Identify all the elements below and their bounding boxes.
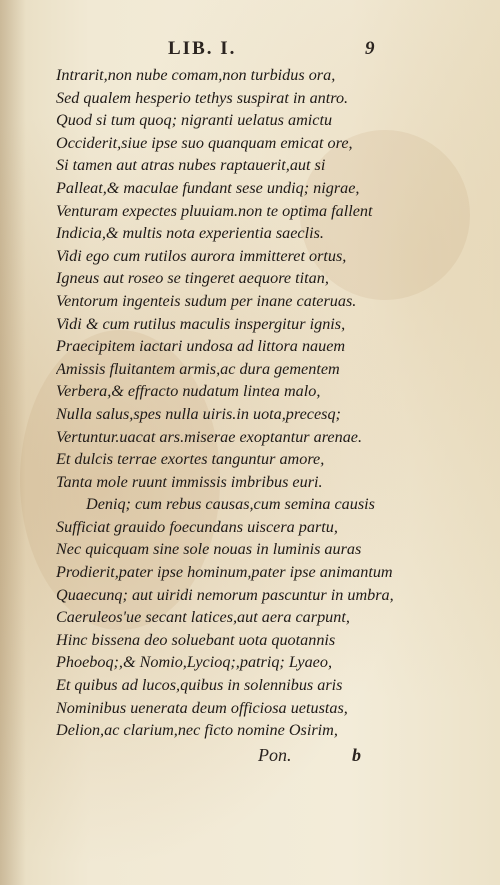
verse-text — [56, 64, 476, 742]
verse-line: Igneus aut roseo se tingeret aequore titan, — [56, 269, 329, 288]
verse-line-indented: Deniq; cum rebus causas,cum semina causis — [86, 495, 375, 514]
verse-line: Praecipitem iactari undosa ad littora nauem — [56, 337, 346, 356]
verse-line: Amissis fluitantem armis,ac dura gementem — [56, 359, 340, 378]
verse-line: Sufficiat grauido foecundans uiscera partu, — [56, 517, 338, 536]
verse-line: Quod si tum quoq; nigranti uelatus amictu — [56, 111, 333, 130]
running-head: LIB. I. — [168, 38, 237, 59]
verse-line: Delion,ac clarium,nec ficto nomine Osirim, — [56, 721, 338, 740]
verse-line: Quaecunq; aut uiridi nemorum pascuntur in umbra, — [56, 585, 394, 604]
verse-line: Nominibus uenerata deum officiosa uetustas, — [56, 698, 348, 717]
verse-line: Caeruleos'ue secant latices,aut aera carpunt, — [56, 608, 350, 627]
verse-line: Prodierit,pater ipse hominum,pater ipse animantum — [56, 563, 393, 582]
verse-line: Intrarit,non nube comam,non turbidus ora, — [56, 66, 336, 84]
verse-line: Indicia,& multis nota experientia saeclis. — [56, 224, 324, 243]
verse-line: Et dulcis terrae exortes tanguntur amore, — [56, 450, 325, 469]
verse-line: Vertuntur.uacat ars.miserae exoptantur arenae. — [56, 427, 363, 446]
verse-line: Si tamen aut atras nubes raptauerit,aut si — [56, 156, 326, 175]
verse-line: Tanta mole ruunt immissis imbribus euri. — [56, 472, 323, 491]
verse-line: Vidi ego cum rutilos aurora immitteret ortus, — [56, 246, 347, 265]
catchword: Pon. — [258, 745, 292, 765]
verse-line: Occiderit,siue ipse suo quanquam emicat ore, — [56, 133, 353, 152]
signature-mark: b — [352, 745, 361, 765]
page-header — [0, 38, 500, 62]
verse-line: Et quibus ad lucos,quibus in solennibus aris — [56, 676, 343, 695]
verse-line: Nec quicquam sine sole nouas in luminis auras — [56, 540, 362, 559]
page-footer — [0, 745, 500, 769]
verse-line: Ventorum ingenteis sudum per inane cateruas. — [56, 291, 357, 310]
verse-line: Vidi & cum rutilus maculis inspergitur ignis, — [56, 314, 346, 333]
verse-line: Nulla salus,spes nulla uiris.in uota,precesq; — [56, 404, 341, 423]
verse-line: Hinc bissena deo soluebant uota quotannis — [56, 630, 336, 649]
verse-line: Palleat,& maculae fundant sese undiq; nigrae, — [56, 178, 360, 197]
verse-line: Phoeboq;,& Nomio,Lycioq;,patriq; Lyaeo, — [56, 653, 332, 672]
verse-line: Venturam expectes pluuiam.non te optima fallent — [56, 201, 373, 220]
verse-line: Verbera,& effracto nudatum lintea malo, — [56, 382, 321, 401]
verse-line: Sed qualem hesperio tethys suspirat in antro. — [56, 88, 349, 107]
page-number: 9 — [365, 38, 377, 59]
